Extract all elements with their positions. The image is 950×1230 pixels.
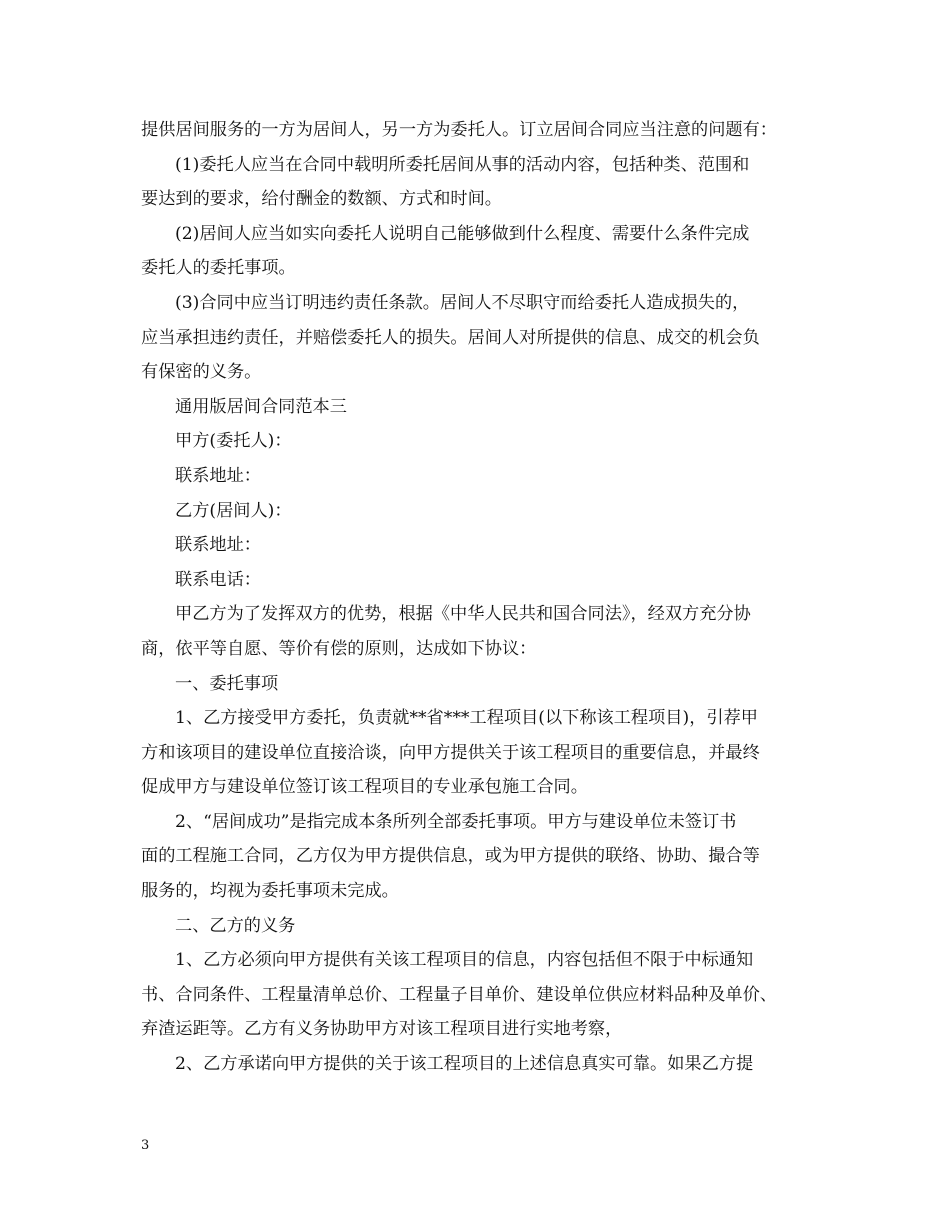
text-line: 1、乙方必须向甲方提供有关该工程项目的信息，内容包括但不限于中标通知 bbox=[175, 950, 754, 971]
text-line: 服务的，均视为委托事项未完成。 bbox=[141, 881, 399, 902]
text-line: 弃渣运距等。乙方有义务协助甲方对该工程项目进行实地考察， bbox=[141, 1019, 623, 1040]
text-line: 面的工程施工合同，乙方仅为甲方提供信息，或为甲方提供的联络、协助、撮合等 bbox=[141, 846, 760, 867]
page-number: 3 bbox=[141, 1138, 150, 1153]
text-line: (1)委托人应当在合同中载明所委托居间从事的活动内容，包括种类、范围和 bbox=[175, 154, 750, 175]
text-line: 2、乙方承诺向甲方提供的关于该工程项目的上述信息真实可靠。如果乙方提 bbox=[175, 1054, 754, 1075]
text-line: 提供居间服务的一方为居间人，另一方为委托人。订立居间合同应当注意的问题有： bbox=[141, 120, 777, 140]
text-line: 通用版居间合同范本三 bbox=[175, 396, 347, 417]
text-line: 联系电话： bbox=[175, 569, 261, 590]
text-line: 乙方(居间人)： bbox=[175, 500, 292, 521]
text-line: 2、“居间成功”是指完成本条所列全部委托事项。甲方与建设单位未签订书 bbox=[175, 811, 737, 832]
text-line: 甲方(委托人)： bbox=[175, 431, 292, 452]
text-line: 应当承担违约责任，并赔偿委托人的损失。居间人对所提供的信息、成交的机会负 bbox=[141, 327, 760, 348]
text-line: 联系地址： bbox=[175, 535, 261, 556]
text-line: 方和该项目的建设单位直接洽谈，向甲方提供关于该工程项目的重要信息，并最终 bbox=[141, 742, 760, 763]
text-line: 联系地址： bbox=[175, 465, 261, 486]
text-line: (3)合同中应当订明违约责任条款。居间人不尽职守而给委托人造成损失的， bbox=[175, 292, 750, 313]
text-line: 要达到的要求，给付酬金的数额、方式和时间。 bbox=[141, 189, 502, 210]
text-line: 甲乙方为了发挥双方的优势，根据《中华人民共和国合同法》，经双方充分协 bbox=[175, 604, 751, 625]
text-line: 委托人的委托事项。 bbox=[141, 258, 296, 279]
text-line: 书、合同条件、工程量清单总价、工程量子目单价、建设单位供应材料品种及单价、 bbox=[141, 984, 777, 1005]
text-line: 有保密的义务。 bbox=[141, 362, 262, 383]
document-body bbox=[141, 113, 813, 1082]
text-line: 二、乙方的义务 bbox=[175, 915, 296, 936]
text-line: (2)居间人应当如实向委托人说明自己能够做到什么程度、需要什么条件完成 bbox=[175, 223, 750, 244]
text-line: 促成甲方与建设单位签订该工程项目的专业承包施工合同。 bbox=[141, 777, 588, 798]
text-line: 1、乙方接受甲方委托，负责就**省***工程项目(以下称该工程项目)，引荐甲 bbox=[175, 708, 758, 729]
text-line: 一、委托事项 bbox=[175, 673, 279, 694]
text-line: 商，依平等自愿、等价有偿的原则，达成如下协议： bbox=[141, 638, 537, 659]
